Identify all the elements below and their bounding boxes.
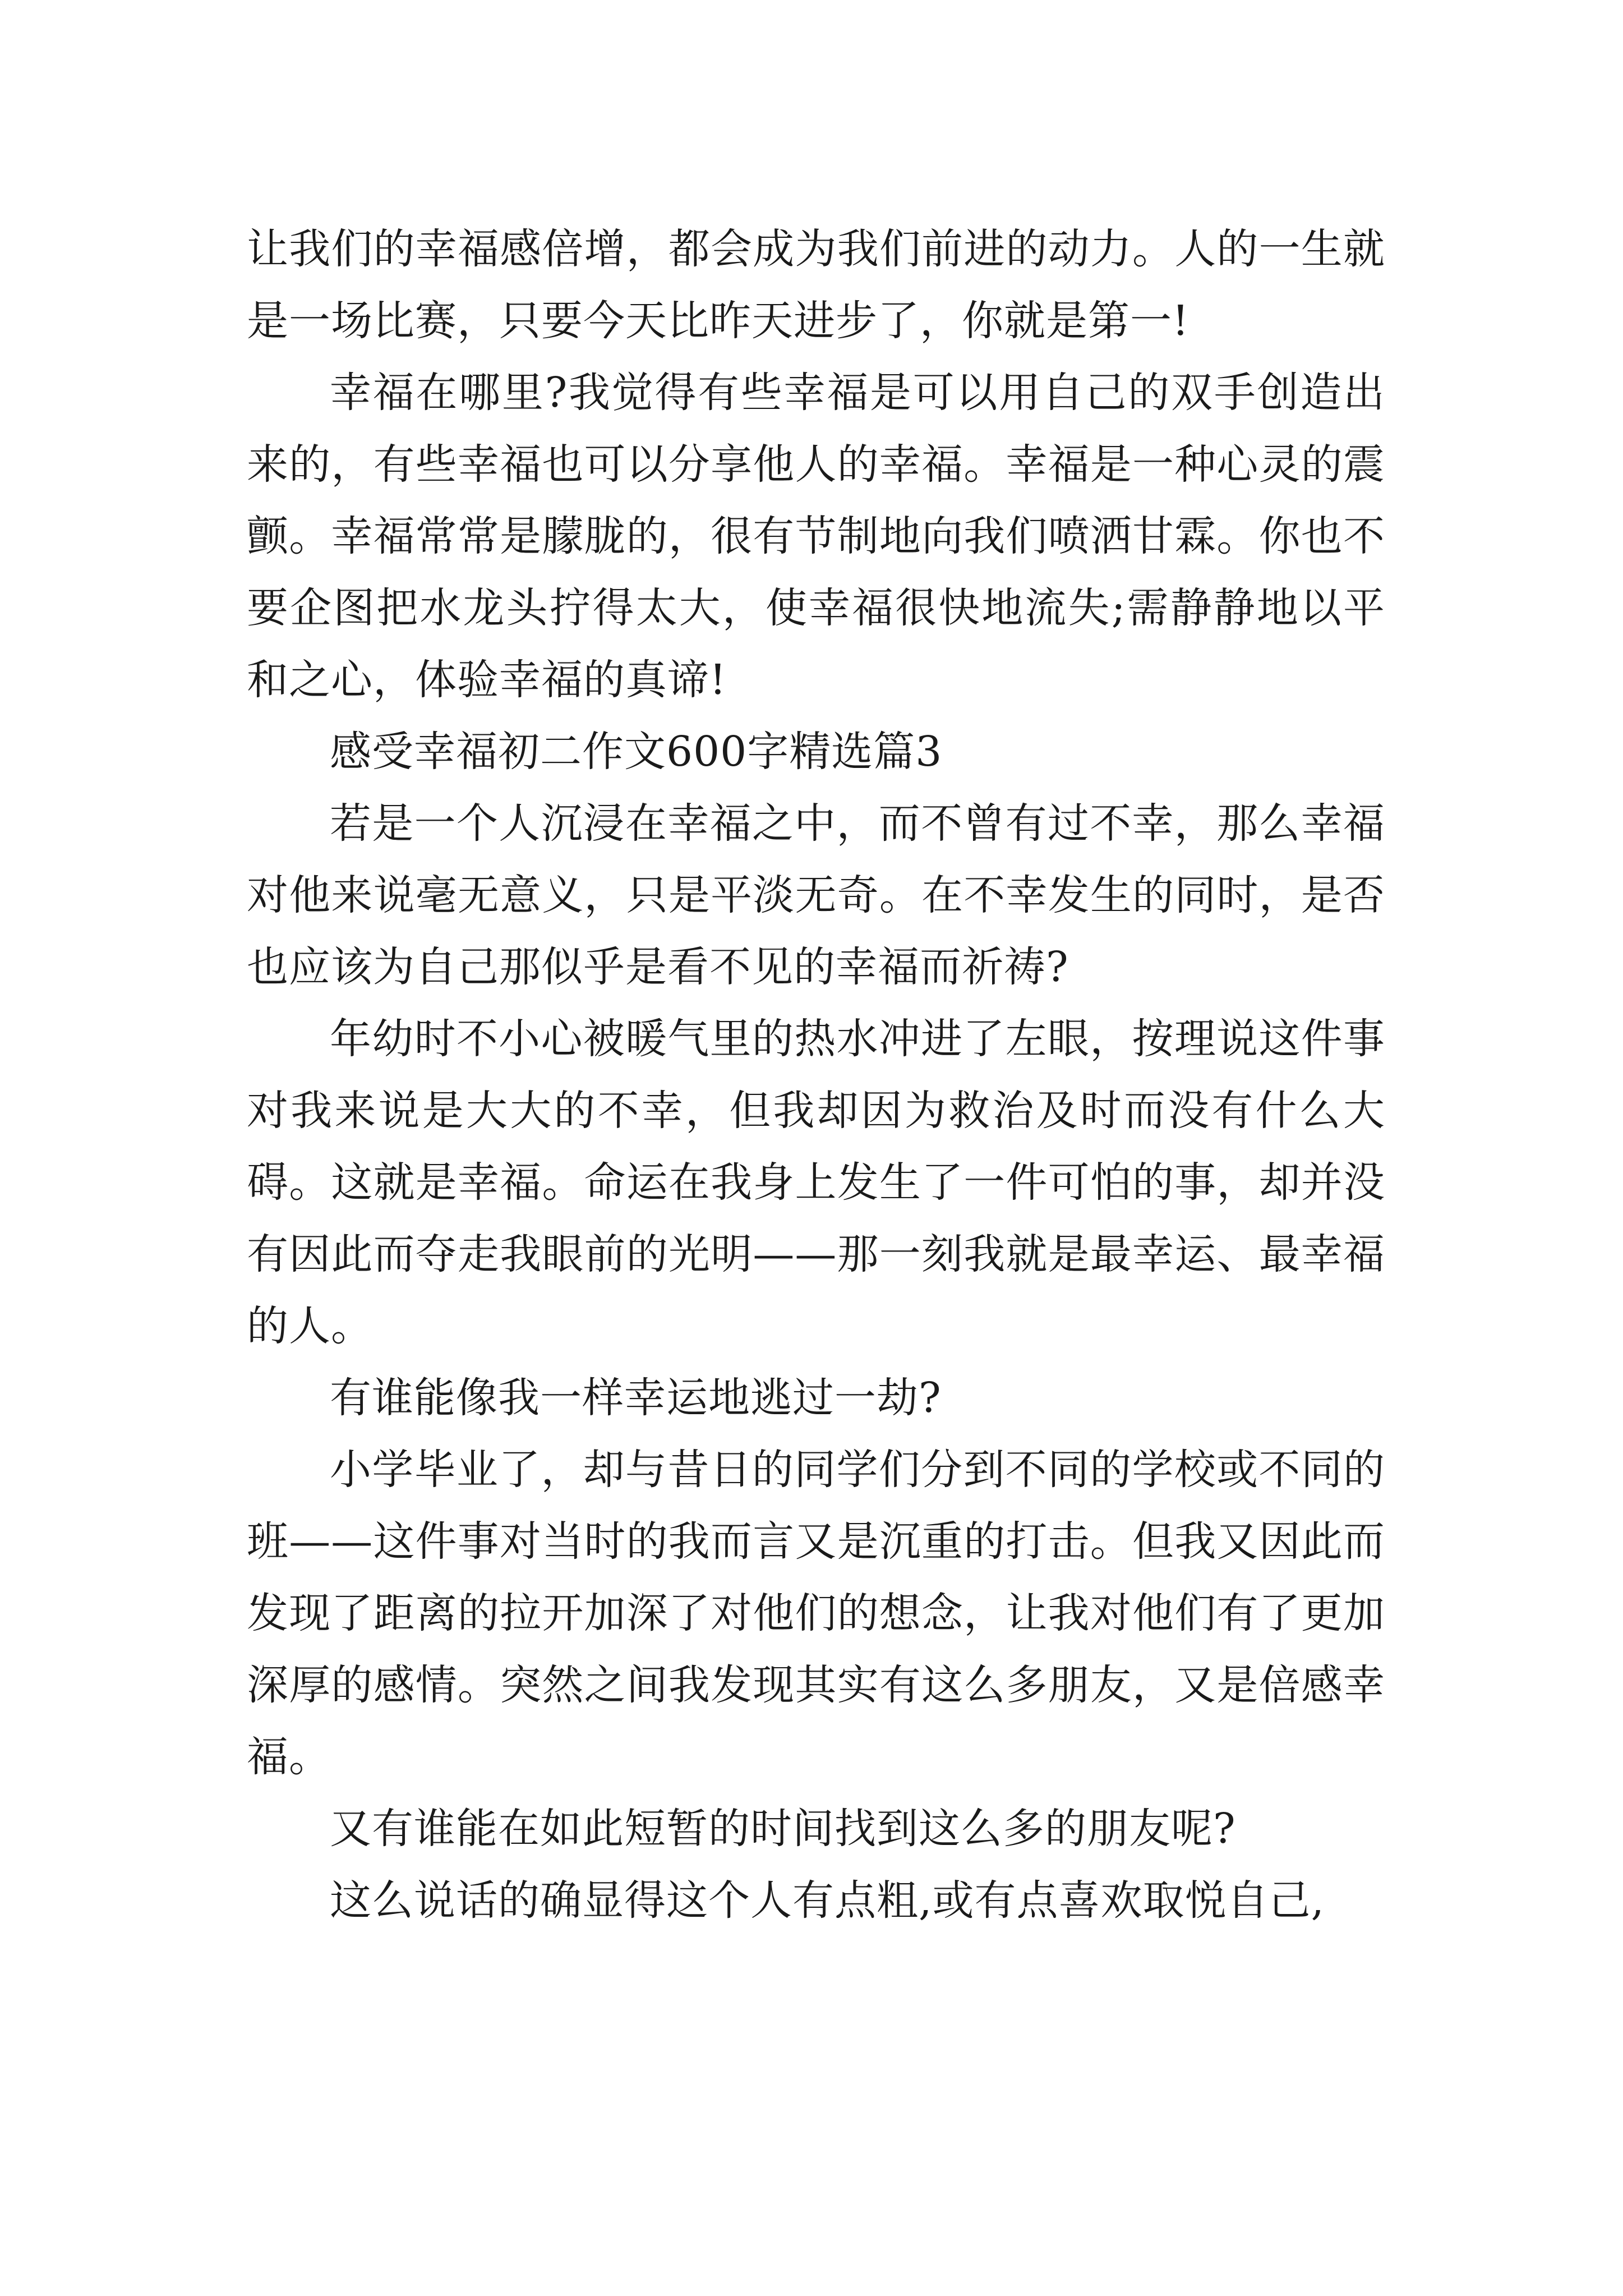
paragraph: 这么说话的确显得这个人有点粗,或有点喜欢取悦自己, [330, 1876, 1325, 1925]
body-text [247, 213, 1385, 1936]
paragraph: 小学毕业了，却与昔日的同学们分到不同的学校或不同的班——这件事对当时的我而言又是沉重的打击。但我又因此而发现了距离的拉开加深了对他们的想念，让我对他们有了更加深厚的感情。突然之间我发现其实有这么多朋友，又是倍感幸福。 [247, 1446, 1385, 1781]
paragraph: 年幼时不小心被暖气里的热水冲进了左眼，按理说这件事对我来说是大大的不幸，但我却因为救治及时而没有什么大碍。这就是幸福。命运在我身上发生了一件可怕的事，却并没有因此而夺走我眼前的光明——那一刻我就是最幸运、最幸福的人。 [247, 1015, 1385, 1350]
section-heading: 感受幸福初二作文600字精选篇3 [330, 728, 943, 776]
paragraph: 幸福在哪里?我觉得有些幸福是可以用自己的双手创造出来的，有些幸福也可以分享他人的幸福。幸福是一种心灵的震颤。幸福常常是朦胧的，很有节制地向我们喷洒甘霖。你也不要企图把水龙头拧得太大，使幸福很快地流失;需静静地以平和之心，体验幸福的真谛! [247, 369, 1385, 704]
paragraph: 让我们的幸福感倍增，都会成为我们前进的动力。人的一生就是一场比赛，只要今天比昨天进步了，你就是第一! [247, 225, 1385, 345]
paragraph: 又有谁能在如此短暂的时间找到这么多的朋友呢? [330, 1805, 1236, 1853]
paragraph: 有谁能像我一样幸运地逃过一劫? [330, 1374, 942, 1422]
paragraph: 若是一个人沉浸在幸福之中，而不曾有过不幸，那么幸福对他来说毫无意义，只是平淡无奇。在不幸发生的同时，是否也应该为自己那似乎是看不见的幸福而祈祷? [247, 799, 1385, 991]
